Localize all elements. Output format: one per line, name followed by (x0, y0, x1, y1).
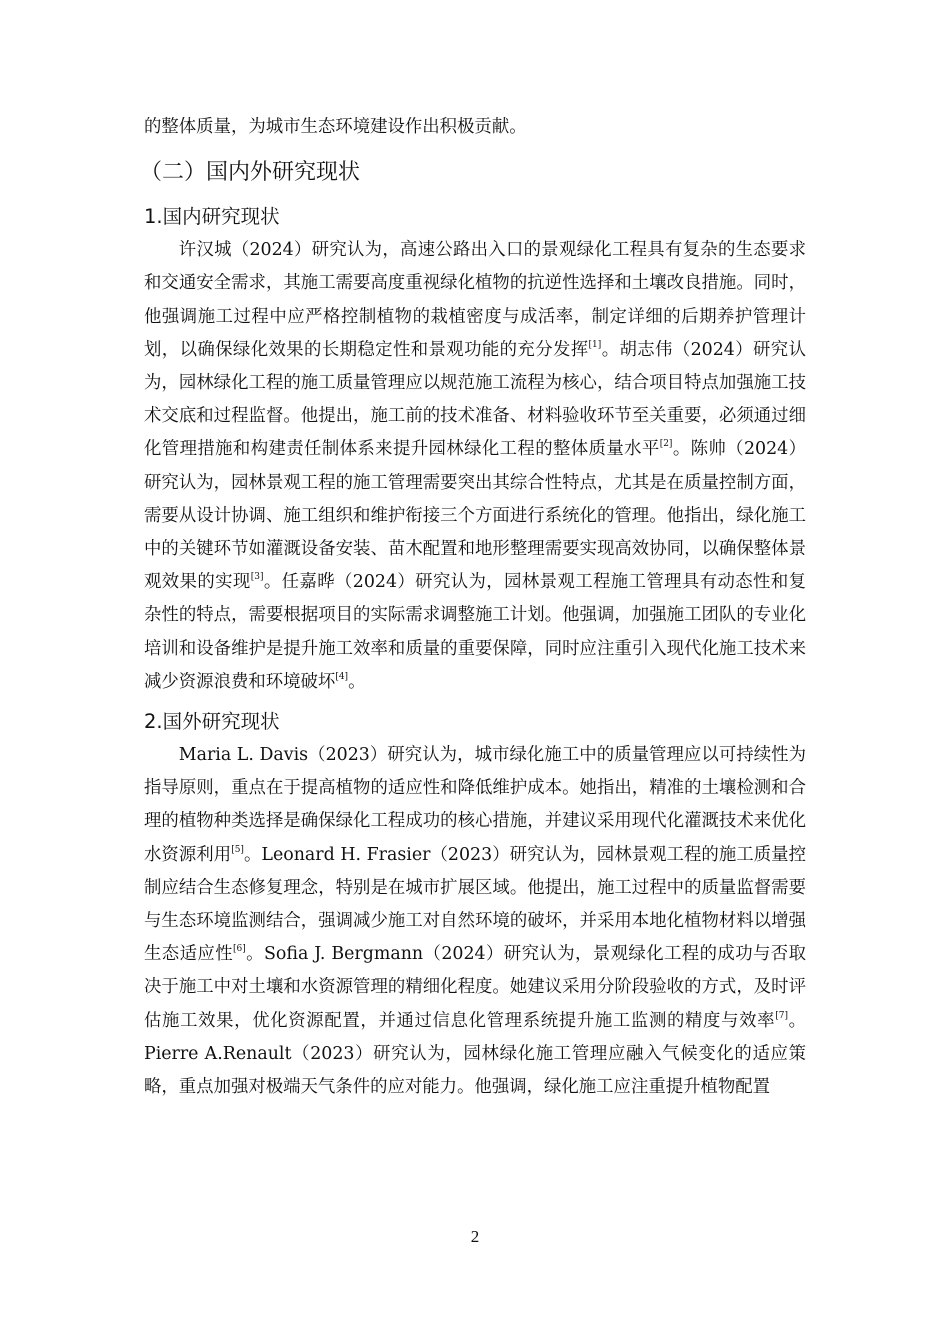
domestic-paragraph (144, 234, 806, 699)
citation-5: [5] (231, 844, 244, 855)
foreign-text-3: 。Sofia J. Bergmann（2024）研究认为，景观绿化工程的成功与否取决于施工中对土壤和水资源管理的精细化程度。她建议采用分阶段验收的方式，及时评估施工效果，优化资源配置，并通过信息化管理系统提升施工监测的精度与效率 (144, 944, 806, 1031)
foreign-text-1: Maria L. Davis（2023）研究认为，城市绿化施工中的质量管理应以可持续性为指导原则，重点在于提高植物的适应性和降低维护成本。她指出，精准的土壤检测和合理的植物种类选择是确保绿化工程成功的核心措施，并建议采用现代化灌溉技术来优化水资源利用 (144, 745, 806, 865)
citation-3: [3] (250, 572, 264, 583)
foreign-text-4: 。Pierre A.Renault（2023）研究认为，园林绿化施工管理应融入气候变化的适应策略，重点加强对极端天气条件的应对能力。他强调，绿化施工应注重提升植物配置 (144, 1010, 806, 1098)
page-number: 2 (470, 1227, 480, 1246)
citation-1: [1] (588, 339, 602, 350)
domestic-text-4: 。任嘉晔（2024）研究认为，园林景观工程施工管理具有动态性和复杂性的特点，需要根据项目的实际需求调整施工计划。他强调，加强施工团队的专业化培训和设备维护是提升施工效率和质量的重要保障，同时应注重引入现代化施工技术来减少资源浪费和环境破坏 (144, 572, 806, 692)
citation-2: [2] (659, 439, 673, 450)
citation-6: [6] (233, 944, 246, 955)
intro-paragraph: 的整体质量，为城市生态环境建设作出积极贡献。 (144, 117, 527, 137)
domestic-heading: 1.国内研究现状 (144, 205, 280, 229)
domestic-text-1: 许汉城（2024）研究认为，高速公路出入口的景观绿化工程具有复杂的生态要求和交通安全需求，其施工需要高度重视绿化植物的抗逆性选择和土壤改良措施。同时，他强调施工过程中应严格控制植物的栽植密度与成活率，制定详细的后期养护管理计划，以确保绿化效果的长期稳定性和景观功能的充分发挥 (144, 240, 806, 360)
foreign-heading: 2.国外研究现状 (144, 710, 280, 734)
section-title: （二）国内外研究现状 (140, 160, 361, 186)
domestic-text-2: 。胡志伟（2024）研究认为，园林绿化工程的施工质量管理应以规范施工流程为核心，结合项目特点加强施工技术交底和过程监督。他提出，施工前的技术准备、材料验收环节至关重要，必须通过细化管理措施和构建责任制体系来提升园林绿化工程的整体质量水平 (144, 339, 806, 460)
page-body (140, 111, 806, 1104)
foreign-text-2: 。Leonard H. Frasier（2023）研究认为，园林景观工程的施工质量控制应结合生态修复理念，特别是在城市扩展区域。他提出，施工过程中的质量监督需要与生态环境监测结合，强调减少施工对自然环境的破坏，并采用本地化植物材料以增强生态适应性 (144, 844, 806, 965)
citation-7: [7] (775, 1010, 788, 1021)
foreign-paragraph (144, 739, 806, 1104)
domestic-text-5: 。 (348, 671, 366, 692)
citation-4: [4] (335, 671, 349, 682)
domestic-text-3: 。陈帅（2024）研究认为，园林景观工程的施工管理需要突出其综合性特点，尤其是在质量控制方面，需要从设计协调、施工组织和维护衔接三个方面进行系统化的管理。他指出，绿化施工中的关键环节如灌溉设备安装、苗木配置和地形整理需要实现高效协同，以确保整体景观效果的实现 (144, 439, 806, 593)
